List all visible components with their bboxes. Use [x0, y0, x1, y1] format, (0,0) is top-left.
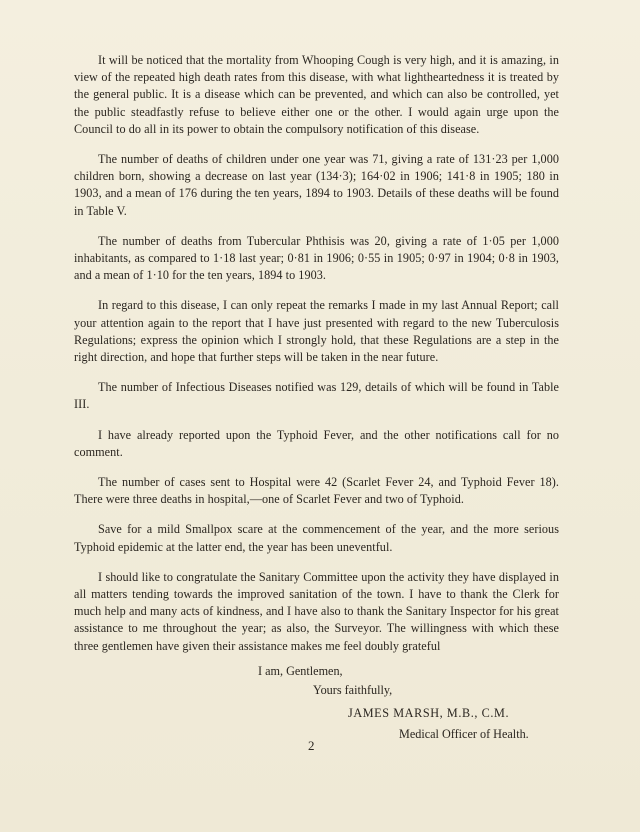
paragraph-tuberculosis-regulations: In regard to this disease, I can only repeat the remarks I made in my last Annual Report; call your attention again to the report that I have just presented with regard to the new Tuberculosis Regulations; express the opinion which I strongly hold, that these Regulations are a step in the right direction, and hope that further steps will be taken in the near future. [74, 298, 559, 365]
paragraph-acknowledgements: I should like to congratulate the Sanitary Committee upon the activity they have displayed in all matters tending towards the improved sanitation of the town. I have to thank the Clerk for much help and many acts of kindness, and I have also to thank the Sanitary Inspector for his great assistance to me throughout the year; as also, the Surveyor. The willingness with which these three gentlemen have given their assistance makes me feel doubly grateful [74, 569, 559, 653]
report-body [74, 52, 559, 668]
paragraph-infant-deaths: The number of deaths of children under one year was 71, giving a rate of 131·23 per 1,000 children born, showing a decrease on last year (134·3); 164·02 in 1906; 141·8 in 1905; 180 in 1903, and a mean of 176 during the ten years, 1894 to 1903. Details of these deaths will be found in Table V. [74, 152, 559, 218]
paragraph-whooping-cough: It will be noticed that the mortality from Whooping Cough is very high, and it is amazing, in view of the repeated high death rates from this disease, with what lightheartedness it is treated by the general public. It is a disease which can be prevented, and which can also be controlled, yet the public steadfastly refuse to believe either one or the other. I would again urge upon the Council to do all in its power to obtain the compulsory notification of this disease. [74, 53, 559, 136]
signature-title: Medical Officer of Health. [399, 727, 529, 741]
closing-valediction: Yours faithfully, [313, 683, 393, 697]
closing-salutation: I am, Gentlemen, [258, 664, 343, 678]
paragraph-phthisis-deaths: The number of deaths from Tubercular Phthisis was 20, giving a rate of 1·05 per 1,000 inhabitants, as compared to 1·18 last year; 0·81 in 1906; 0·55 in 1905; 0·97 in 1904; 0·8 in 1903, and a mean of 1·10 for the ten years, 1894 to 1903. [74, 233, 559, 283]
page-number: 2 [308, 738, 315, 753]
paragraph-hospital-cases: The number of cases sent to Hospital were 42 (Scarlet Fever 24, and Typhoid Fever 18). There were three deaths in hospital,—one of Scarlet Fever and two of Typhoid. [74, 475, 559, 507]
paragraph-smallpox-scare: Save for a mild Smallpox scare at the commencement of the year, and the more serious Typhoid epidemic at the latter end, the year has been uneventful. [74, 522, 559, 554]
paragraph-infectious-diseases: The number of Infectious Diseases notified was 129, details of which will be found in Table III. [74, 380, 559, 412]
signature-name: JAMES MARSH, M.B., C.M. [348, 706, 510, 720]
paragraph-typhoid-fever: I have already reported upon the Typhoid Fever, and the other notifications call for no comment. [74, 427, 559, 459]
